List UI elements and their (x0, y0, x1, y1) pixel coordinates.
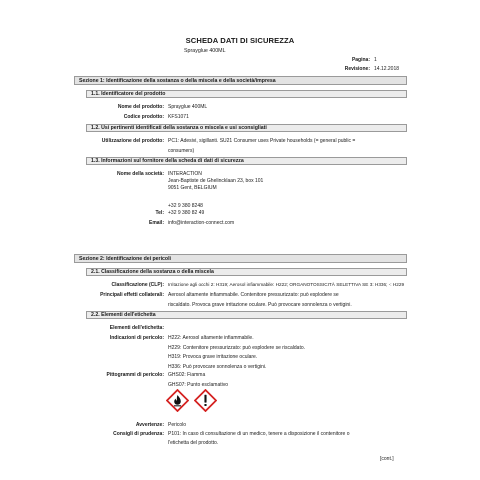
signal-word-value: Pericolo (168, 422, 187, 428)
page-value: 1 (374, 57, 377, 63)
use-label: Utilizzazione del prodotto: (101, 138, 164, 144)
email-value: info@interaction-connect.com (168, 220, 235, 226)
section-2-header: Sezione 2: Identificazione dei pericoli (74, 254, 407, 263)
section-1-2-header: 1.2. Usi pertinenti identificati della sostanza o miscela e usi sconsigliati (86, 124, 407, 132)
use-line-2: consumers) (168, 148, 195, 154)
section-1-header: Sezione 1: Identificazione della sostanza o della miscela e della società/impresa (74, 76, 407, 85)
exclamation-icon (194, 389, 217, 412)
product-name-value: Sprayglue 400ML (168, 104, 208, 110)
precautionary-line-1: P101: In caso di consultazione di un medico, tenere a disposizione il contenitore o (168, 431, 350, 437)
clp-label: Classificazione (CLP): (111, 282, 164, 288)
pictogram-ghs07: GHS07: Punto esclamativo (168, 382, 229, 388)
label-elements-label: Elementi dell'etichetta: (109, 325, 164, 331)
hazard-h222: H222: Aerosol altamente infiammabile. (168, 335, 254, 341)
hazard-h336: H336: Può provocare sonnolenza o vertigini. (168, 364, 267, 370)
revision-value: 14.12.2018 (374, 66, 400, 72)
document-title: SCHEDA DATI DI SICUREZZA (185, 36, 295, 45)
company-line-3: 9051 Gent, BELGIUM (168, 185, 217, 191)
pictogram-ghs02: GHS02: Fiamma (168, 372, 206, 378)
section-2-2-header: 2.2. Elementi dell'etichetta (86, 311, 407, 319)
hazard-statements-label: Indicazioni di pericolo: (109, 335, 164, 341)
company-line-2: Jean-Baptiste de Ghelincklaan 23, box 101 (168, 178, 264, 184)
revision-label: Revisione: (344, 66, 370, 72)
product-subtitle: Sprayglue 400ML (184, 48, 226, 54)
signal-word-label: Avvertenze: (135, 422, 164, 428)
effects-line-2: riscaldato. Provoca grave irritazione oculare. Può provocare sonnolenza o vertigini. (168, 302, 352, 308)
pictograms-label: Pittogrammi di pericolo: (106, 372, 164, 378)
phone-1: +32 9 380 8248 (168, 203, 203, 209)
company-label: Nome della società: (117, 171, 164, 177)
section-2-1-header: 2.1. Classificazione della sostanza o della miscela (86, 268, 407, 276)
effects-line-1: Aerosol altamente infiammabile. Contenitore pressurizzato: può esplodere se (168, 292, 339, 298)
continued-marker: [cont.] (380, 456, 394, 462)
product-name-label: Nome del prodotto: (117, 104, 164, 110)
email-label: Email: (148, 220, 164, 226)
page-label: Pagina: (351, 57, 370, 63)
precautionary-line-2: l'etichetta del prodotto. (168, 440, 219, 446)
flame-icon (166, 389, 189, 412)
company-line-1: INTERACTION (168, 171, 202, 177)
product-code-label: Codice prodotto: (123, 114, 164, 120)
hazard-h319: H319: Provoca grave irritazione oculare. (168, 354, 258, 360)
section-1-1-header: 1.1. Identificatore del prodotto (86, 90, 407, 98)
effects-label: Principali effetti collaterali: (100, 292, 164, 298)
product-code-value: KFS1071 (168, 114, 189, 120)
hazard-h229: H229: Contenitore pressurizzato: può esplodere se riscaldato. (168, 345, 306, 351)
precautionary-label: Consigli di prudenza: (113, 431, 164, 437)
use-line-1: PC1: Adesivi, sigillanti. SU21 Consumer uses Private households (= general public = (168, 138, 356, 144)
clp-value: Irritazione agli occhi 2: H319; Aerosol infiammabile: H222; ORGANOTOSSICITÀ SELETTIVA SE 3: H336; -: H229 (168, 282, 405, 287)
tel-label: Tel: (155, 210, 164, 216)
phone-2: +32 9 380 82 49 (168, 210, 205, 216)
section-1-3-header: 1.3. Informazioni sul fornitore della scheda di dati di sicurezza (86, 157, 407, 165)
